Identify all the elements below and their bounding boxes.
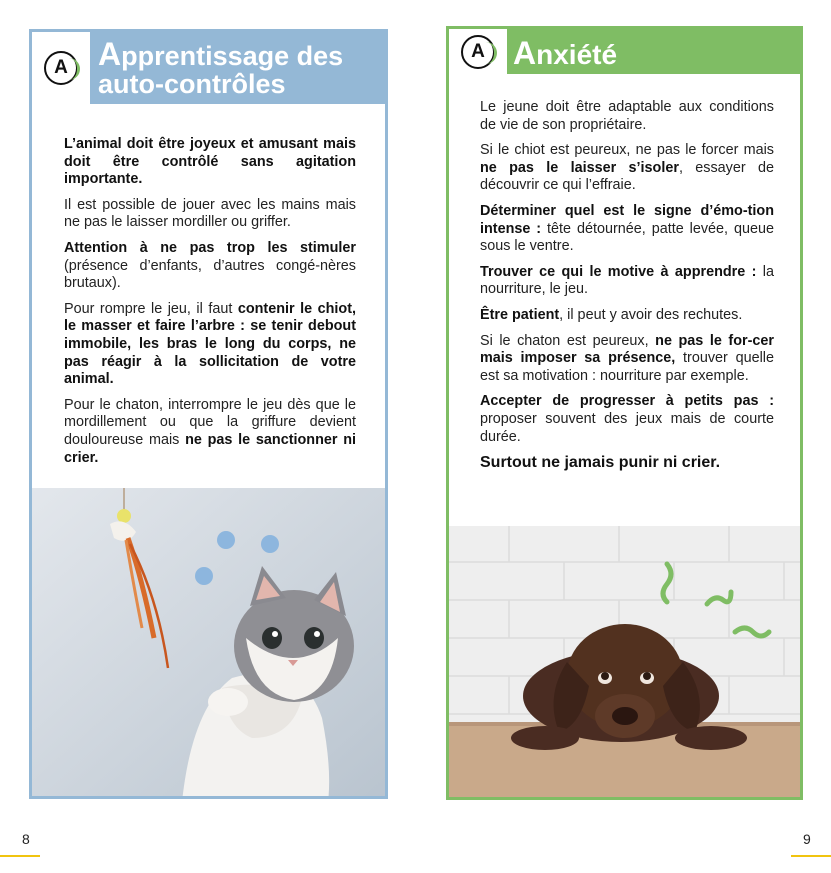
right-paragraph bbox=[480, 307, 774, 325]
left-paragraph bbox=[64, 240, 356, 293]
right-text-run: Accepter de progresser à petits pas : bbox=[480, 393, 774, 410]
right-card bbox=[446, 26, 803, 800]
left-title bbox=[98, 36, 344, 99]
right-paragraph bbox=[480, 142, 774, 195]
right-paragraph bbox=[480, 264, 774, 299]
left-text-run: L’animal doit être joyeux et amusant mais doit être contrôlé sans agitation importante. bbox=[64, 136, 356, 188]
right-badge-box bbox=[449, 29, 507, 74]
right-paragraph bbox=[480, 99, 774, 134]
left-text-run: Pour le chaton, interrompre le jeu dès que le mordillement ou que la griffure devient douloureuse mais bbox=[64, 396, 356, 448]
a-badge-icon bbox=[44, 51, 78, 85]
right-text-run: Déterminer quel est le signe d’émo-tion intense : bbox=[480, 202, 774, 237]
right-title-rest: nxiété bbox=[536, 39, 618, 70]
a-badge-icon bbox=[461, 35, 495, 69]
right-text-run: la nourriture, le jeu. bbox=[480, 263, 774, 298]
right-text-run: Surtout ne jamais punir ni crier. bbox=[480, 454, 721, 472]
right-header bbox=[449, 29, 800, 74]
right-paragraph bbox=[480, 333, 774, 386]
left-text-run: Il est possible de jouer avec les mains mais ne pas le laisser mordiller ou griffer. bbox=[64, 196, 356, 231]
right-paragraph bbox=[480, 393, 774, 446]
right-text-run: trouver quelle est sa motivation : nourriture par exemple. bbox=[480, 350, 774, 384]
right-text-run: Si le chiot est peureux, ne pas le forcer mais bbox=[480, 142, 774, 159]
left-badge-letter: A bbox=[54, 57, 68, 78]
right-paragraph bbox=[480, 454, 774, 473]
left-text-run: ne pas le sanctionner ni crier. bbox=[64, 431, 356, 466]
left-title-rest: pprentissage des bbox=[121, 41, 344, 71]
left-paragraph bbox=[64, 301, 356, 389]
left-title-cap: A bbox=[98, 36, 122, 72]
left-header bbox=[32, 32, 385, 104]
right-title bbox=[513, 37, 617, 69]
cat-photo bbox=[32, 488, 385, 796]
left-paragraph bbox=[64, 397, 356, 467]
right-badge-letter: A bbox=[471, 40, 485, 62]
right-paragraph bbox=[480, 203, 774, 256]
right-text-run: , essayer de découvrir ce qui l’effraie. bbox=[480, 159, 774, 194]
left-paragraph bbox=[64, 136, 356, 189]
right-page-rule bbox=[791, 855, 831, 857]
right-text-run: Trouver ce qui le motive à apprendre : bbox=[480, 263, 757, 280]
right-text-run: , il peut y avoir des rechutes. bbox=[559, 306, 743, 323]
puppy-photo bbox=[449, 526, 800, 797]
right-text-run: proposer souvent des jeux mais de courte durée. bbox=[480, 410, 774, 445]
left-text-run: Pour rompre le jeu, il faut bbox=[64, 300, 238, 317]
right-text-run: tête détournée, patte levée, queue sous le ventre. bbox=[480, 220, 775, 255]
right-text-run: ne pas le for-cer mais imposer sa présence, bbox=[480, 332, 774, 367]
right-body-text bbox=[480, 99, 774, 481]
right-text-run: Si le chaton est peureux, bbox=[480, 332, 656, 349]
left-paragraph bbox=[64, 197, 356, 232]
left-page-number: 8 bbox=[22, 831, 30, 847]
left-text-run: Attention à ne pas trop les stimuler bbox=[64, 239, 356, 256]
left-badge-box bbox=[32, 32, 90, 104]
left-page-rule bbox=[0, 855, 40, 857]
right-text-run: Être patient bbox=[480, 306, 560, 323]
right-text-run: ne pas le laisser s’isoler bbox=[480, 159, 679, 176]
right-title-cap: A bbox=[513, 35, 537, 71]
left-text-run: contenir le chiot, le masser et faire l’arbre : se tenir debout immobile, les bras le long du corps, ne pas réagir à la sollicitation de votre animal. bbox=[64, 300, 356, 388]
left-text-run: (présence d’enfants, d’autres congé-nères brutaux). bbox=[64, 257, 356, 292]
left-card bbox=[29, 29, 388, 799]
left-title-line2: auto-contrôles bbox=[98, 69, 286, 99]
right-page-number: 9 bbox=[803, 831, 811, 847]
right-text-run: Le jeune doit être adaptable aux conditions de vie de son propriétaire. bbox=[480, 99, 774, 133]
left-body-text bbox=[64, 136, 356, 475]
